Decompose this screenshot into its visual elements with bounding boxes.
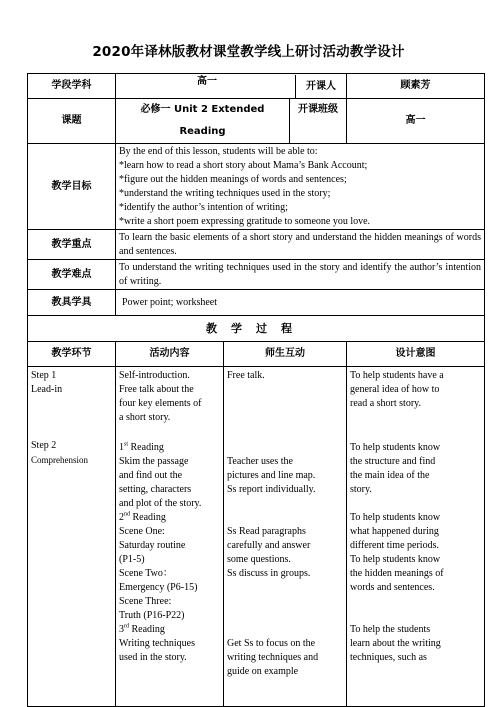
content-line: a short story. [119, 412, 171, 423]
interaction-line: guide on example [227, 666, 299, 677]
teacher-label: 开课人 [295, 75, 346, 98]
process-title: 教学过程 [28, 316, 485, 342]
difficulties-text: To understand the writing techniques used in the story and identify the author’s intention of writing. [116, 260, 485, 290]
content-line: Scene Three: [119, 596, 172, 607]
intention-line: To help students know [350, 554, 441, 565]
objective-line: *figure out the hidden meanings of words and sentences; [119, 174, 347, 185]
objective-line: *understand the writing techniques used in the story; [119, 188, 331, 199]
document-title: 2020年译林版教材课堂教学线上研讨活动教学设计 [92, 44, 405, 60]
step2-label: Comprehension [31, 455, 88, 465]
interaction-line: Ss discuss in groups. [227, 568, 311, 579]
topic-value: 必修一 Unit 2 Extended Reading [140, 104, 265, 137]
content-line: Scene Two： [119, 568, 173, 579]
intention-line: general idea of how to [350, 384, 440, 395]
intention-line: techniques, such as [350, 652, 427, 663]
column-header-interaction: 师生互动 [224, 342, 347, 367]
content-line: Writing techniques [119, 638, 195, 649]
content-line: setting, characters [119, 484, 192, 495]
content-line: Saturday routine [119, 540, 186, 551]
step-names-cell [28, 367, 116, 707]
class-label: 开课班级 [289, 99, 346, 143]
tools-text: Power point; worksheet [116, 290, 485, 316]
content-line: four key elements of [119, 398, 202, 409]
intention-line: different time periods. [350, 540, 439, 551]
intention-line: the hidden meanings of [350, 568, 444, 579]
lesson-plan-table [27, 73, 485, 707]
column-header-row [28, 342, 485, 367]
objective-line: *identify the author’s intention of writing; [119, 202, 288, 213]
objectives-content [116, 144, 485, 230]
tools-row [28, 290, 485, 316]
intention-line: read a short story. [350, 398, 421, 409]
tools-label: 教具学具 [28, 290, 116, 316]
intention-cell [347, 367, 485, 707]
column-header-content: 活动内容 [116, 342, 224, 367]
content-line: and find out the [119, 470, 183, 481]
intention-line: To help students know [350, 512, 441, 523]
intention-line: To help students have a [350, 370, 444, 381]
steps-row [28, 367, 485, 707]
teacher-value: 顾素芳 [347, 74, 485, 99]
key-points-row [28, 230, 485, 260]
content-line: Skim the passage [119, 456, 189, 467]
interaction-line: Ss Read paragraphs [227, 526, 306, 537]
objective-line: *write a short poem expressing gratitude to someone you love. [119, 216, 371, 227]
intention-line: the structure and find [350, 456, 436, 467]
column-header-intention: 设计意图 [347, 342, 485, 367]
activity-content-cell [116, 367, 224, 707]
intention-line: story. [350, 484, 372, 495]
process-title-row [28, 316, 485, 342]
interaction-line: carefully and answer [227, 540, 311, 551]
step1-label: Lead-in [31, 384, 63, 395]
topic-value-cell [116, 99, 347, 144]
interaction-line: Teacher uses the [227, 456, 293, 467]
intention-line: To help the students [350, 624, 431, 635]
info-row-subject [28, 74, 485, 99]
interaction-line: Get Ss to focus on the [227, 638, 316, 649]
objective-line: *learn how to read a short story about Mama’s Bank Account; [119, 160, 368, 171]
intention-line: what happened during [350, 526, 439, 537]
objective-line: By the end of this lesson, students will be able to: [119, 146, 318, 157]
interaction-line: Free talk. [227, 370, 265, 381]
reading2-heading: 2nd Reading [119, 511, 166, 523]
step1-number: Step 1 [31, 370, 57, 381]
intention-line: To help students know [350, 442, 441, 453]
interaction-line: pictures and line map. [227, 470, 316, 481]
column-header-step: 教学环节 [28, 342, 116, 367]
objectives-row [28, 144, 485, 230]
reading1-heading: 1st Reading [119, 441, 164, 453]
intention-line: the main idea of the [350, 470, 430, 481]
intention-line: words and sentences. [350, 582, 435, 593]
reading3-heading: 3rd Reading [119, 623, 165, 635]
key-points-text: To learn the basic elements of a short story and understand the hidden meanings of words and sentences. [116, 230, 485, 260]
interaction-line: Ss report individually. [227, 484, 316, 495]
content-line: and plot of the story. [119, 498, 202, 509]
class-value: 高一 [347, 99, 485, 144]
step2-number: Step 2 [31, 440, 57, 451]
content-line: Free talk about the [119, 384, 194, 395]
content-line: Emergency (P6-15) [119, 582, 198, 593]
intention-line: learn about the writing [350, 638, 441, 649]
content-line: used in the story. [119, 652, 187, 663]
interaction-cell [224, 367, 347, 707]
content-line: Self-introduction. [119, 370, 190, 381]
subject-label: 学段学科 [28, 74, 116, 99]
info-row-topic [28, 99, 485, 144]
subject-value: 高一 [197, 75, 217, 87]
content-line: (P1-5) [119, 554, 145, 565]
interaction-line: writing techniques and [227, 652, 319, 663]
difficulties-label: 教学难点 [28, 260, 116, 290]
subject-value-cell [116, 74, 347, 99]
content-line: Scene One: [119, 526, 165, 537]
interaction-line: some questions. [227, 554, 291, 565]
key-points-label: 教学重点 [28, 230, 116, 260]
topic-label: 课题 [28, 99, 116, 144]
difficulties-row [28, 260, 485, 290]
objectives-label: 教学目标 [28, 144, 116, 230]
content-line: Truth (P16-P22) [119, 610, 185, 621]
